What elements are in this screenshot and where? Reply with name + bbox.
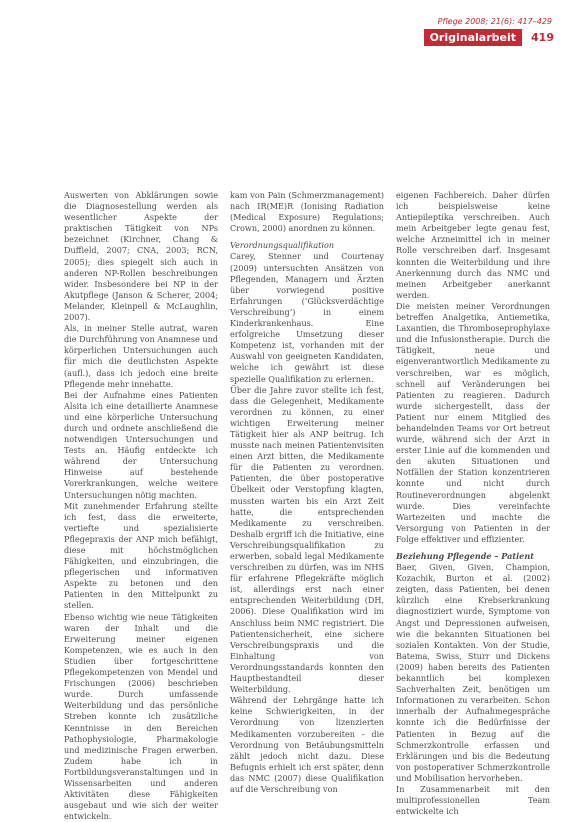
- paragraph: Als, in meiner Stelle autrat, waren die Durchführung von Anamnese und körperlichen Untersuchungen auch für mich die deutlichsten Aspekte (aufl.), dass ich jedoch eine breite Pflegende mehr innehatte.: [64, 323, 218, 389]
- paragraph: Die meisten meiner Verordnungen betreffen Analgetika, Antiemetika, Laxantien, die Thromboseprophylaxe und die Infusionstherapie. Durch die Tätigkeit, neue und eigenverantwortlich Medikamente zu verschreiben, war es möglich, schnell auf Veränderungen bei Patienten zu reagieren. Dadurch wurde sichergestellt, dass der Patient nur einem Mitglied des behandelnden Teams vor Ort betreut wurde, während sich der Arzt in erster Linie auf die kommenden und den akuten Situationen und Notfällen der Station konzentrieren konnte und nicht durch Routineverordnungen abgelenkt wurde. Dies vereinfachte Wartezeiten und machte die Versorgung von Patienten in der Folge effektiver und effizienter.: [396, 300, 550, 544]
- subheading: Verordnungsqualifikation: [230, 240, 335, 251]
- paragraph: eigenen Fachbereich. Daher dürfen ich beispielsweise keine Antiepileptika verschreiben. Auch mein Arbeitgeber legte genau fest, welche Arzneimittel ich in meiner Rolle verschreiben darf. Insgesamt konnten die Weiterbildung und ihre Anerkennung durch das NMC und meinen Arbeitgeber anerkannt werden.: [396, 190, 550, 300]
- section-label: Originalarbeit: [424, 29, 522, 46]
- journal-citation: Pflege 2008; 21(6): 417–429: [437, 17, 552, 26]
- paragraph: Mit zunehmender Erfahrung stellte ich fest, dass die erweiterte, vertiefte und spezialisierte Pflegepraxis der ANP mich befähigt, diese mit höchstmöglichen Fähigkeiten, und einzubringen, die pflegerischen und informativen Aspekte zu betonen und den Patienten in den Mittelpunkt zu stellen.: [64, 500, 218, 611]
- paragraph: Auswerten von Abklärungen sowie die Diagnosestellung werden als wesentlicher Aspekte der praktischen Tätigkeit von NPs bezeichnet (Kirchner, Chang & Duffield, 2007; CNA, 2003; RCN, 2005); dies spiegelt sich auch in anderen NP-Rollen beschreibungen wider. Insbesondere bei NP in der Akutpflege (Janson & Scherer, 2004; Melander, Kleinpell & McLaughlin, 2007).: [64, 190, 218, 323]
- paragraph: kam von Pain (Schmerzmanagement) nach IR(ME)R (Ionising Radiation (Medical Exposure) Regulations; Crown, 2000) anordnen zu können.: [230, 190, 384, 234]
- column-2: [230, 190, 384, 795]
- subheading: Beziehung Pflegende – Patient: [396, 551, 534, 561]
- paragraph: Über die Jahre zuvor stellte ich fest, dass die Gelegenheit, Medikamente verordnen zu können, zu einer wichtigen Erweiterung meiner Tätigkeit hier als ANP beitrug. Ich musste nach meinen Patientenvisiten einen Arzt bitten, die Medikamente für die Patienten zu verordnen. Patienten, die über postoperative Übelkeit oder Verstopfung klagten, mussten warten bis ein Arzt Zeit hatte, die entsprechenden Medikamente zu verschreiben. Deshalb ergriff ich die Initiative, eine Verschreibungsqualifikation zu erwerben, sobald legal Medikamente verschreiben zu dürfen, was im NHS für erfahrene Pflegekräfte möglich ist, allerdings erst nach einer entsprechenden Weiterbildung (DH, 2006). Diese Qualifikation wird im Anschluss beim NMC registriert. Die Patientensicherheit, eine sichere Verschreibungspraxis und die Einhaltung von Verordnungsstandards konnten den Hauptbestandteil dieser Weiterbildung.: [230, 384, 384, 695]
- column-1: [64, 190, 218, 822]
- paragraph: In Zusammenarbeit mit den multiprofessionellen Team entwickelte ich: [396, 783, 550, 817]
- column-3: [396, 190, 550, 817]
- paragraph: Ebenso wichtig wie neue Tätigkeiten waren der Inhalt und die Erweiterung meiner eigenen Kompetenzen, wie es auch in den Studien über fortgeschrittene Pflegekompetenzen von Mendel und Frischungen (2006) beschrieben wurde. Durch umfassende Weiterbildung und das persönliche Streben konnte ich zusätzliche Kenntnisse in den Bereichen Pathophysiologie, Pharmakologie und medizinische Fragen erwerben. Zudem habe ich in Fortbildungsveranstaltungen und in Wissensarbeiten und anderen Aktivitäten diese Fähigkeiten ausgebaut und wie sich der weiter entwickeln.: [64, 611, 218, 822]
- paragraph: Carey, Stenner und Courtenay (2009) untersuchten Ansätzen von Pflegenden, Managern und Ärzten über vorwiegend positive Erfahrungen (‘Glücksverdächtige Verschreibung’) in einem Kinderkrankenhaus. Eine erfolgreiche Umsetzung dieser Kompetenz ist, vorhanden mit der Auswahl von geeigneten Kandidaten, welche ich gewährt ist diese spezielle Qualifikation zu erlernen.: [230, 251, 384, 384]
- page-header: [0, 0, 572, 50]
- paragraph: Bei der Aufnahme eines Patienten Alsita ich eine detaillierte Anamnese und eine körperliche Untersuchung durch und ordnete anschließend die notwendigen Untersuchungen und Tests an. Häufig entdeckte ich während der Untersuchung Hinweise auf bestehende Vorerkrankungen, welche weitere Untersuchungen nötig machten.: [64, 389, 218, 500]
- paragraph: Baer, Given, Given, Champion, Kozachik, Burton et al. (2002) zeigten, dass Patienten, bei denen kürzlich eine Krebserkrankung diagnostiziert wurde, Symptome von Angst und Depressionen aufweisen, wie die bekannten Situationen bei sozialen Kontakten. Von der Studie, Batema, Swiss, Sturr und Dickens (2009) haben bereits des Patienten bekanntlich bei komplexen Sachverhalten Zeit, benötigen um Informationen zu verarbeiten. Schon innerhalb der Aufnahmegespräche konnte ich die Bedürfnisse der Patienten in Bezug auf die Schmerzkontrolle erfassen und Erklärungen und bis die Bedeutung von postoperativer Schmerzkontrolle und Mobilisation hervorheben.: [396, 562, 550, 783]
- paragraph: Während der Lehrgänge hatte ich keine Schwierigkeiten, in der Verordnung von lizenzierten Medikamenten vorzubereiten – die Verordnung von Betäubungsmitteln zählt jedoch nicht dazu. Diese Befugnis erhielt ich erst später, denn das NMC (2007) diese Qualifikation auf die Verschreibung von: [230, 695, 384, 794]
- article-body: [64, 190, 550, 822]
- page-number: 419: [531, 31, 554, 44]
